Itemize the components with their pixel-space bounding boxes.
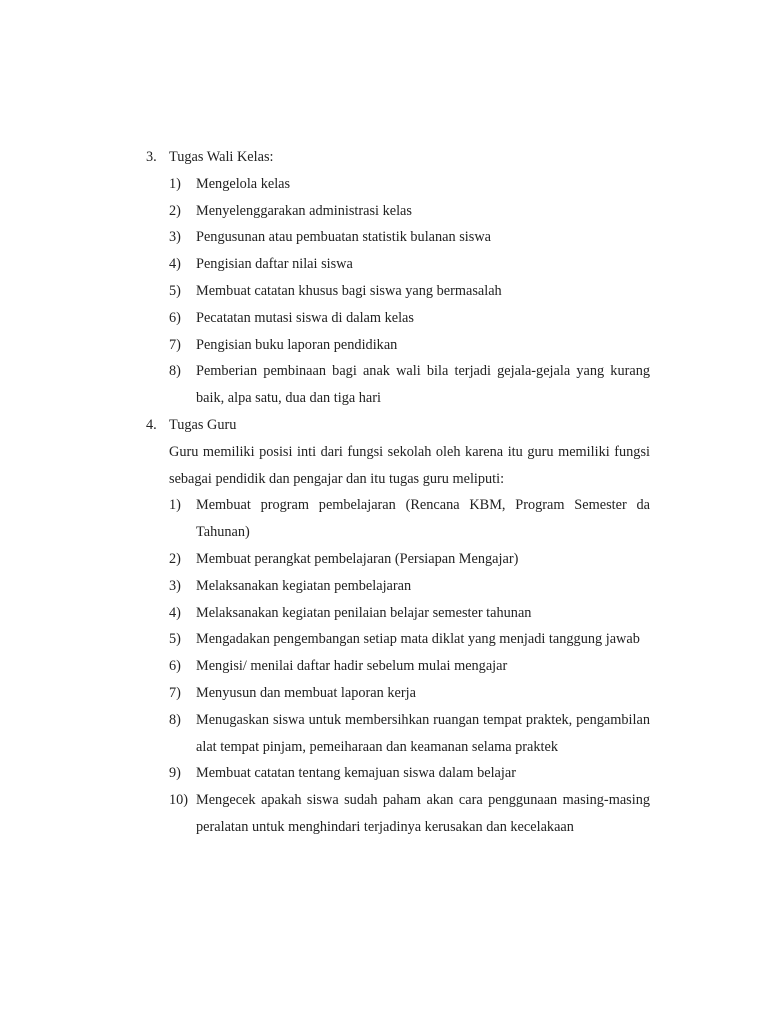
item-text: Menugaskan siswa untuk membersihkan ruangan tempat praktek, pengambilan alat tempat pinjam, pemeiharaan dan keamanan selama praktek bbox=[196, 711, 650, 755]
item-text: Membuat program pembelajaran (Rencana KBM, Program Semester da Tahunan) bbox=[196, 497, 650, 541]
item-number: 6) bbox=[169, 309, 181, 326]
list-item bbox=[169, 332, 650, 359]
item-text: Mengecek apakah siswa sudah paham akan cara penggunaan masing-masing peralatan untuk menghindari terjadinya kerusakan dan kecelakaan bbox=[196, 792, 650, 835]
list-item bbox=[169, 707, 650, 761]
task-list bbox=[169, 492, 650, 840]
item-text: Pengusunan atau pembuatan statistik bulanan siswa bbox=[196, 229, 492, 246]
item-text: Pengisian daftar nilai siswa bbox=[196, 256, 353, 273]
list-item bbox=[169, 600, 650, 627]
item-number: 1) bbox=[169, 175, 181, 192]
item-text: Pecatatan mutasi siswa di dalam kelas bbox=[196, 309, 414, 326]
item-number: 5) bbox=[169, 631, 181, 648]
item-text: Mengisi/ menilai daftar hadir sebelum mulai mengajar bbox=[196, 658, 508, 675]
list-item bbox=[169, 680, 650, 707]
list-item bbox=[169, 224, 650, 251]
list-item bbox=[169, 251, 650, 278]
item-number: 8) bbox=[169, 363, 181, 380]
item-text: Membuat perangkat pembelajaran (Persiapan Mengajar) bbox=[196, 550, 519, 567]
list-item bbox=[169, 171, 650, 198]
section-intro-paragraph: Guru memiliki posisi inti dari fungsi sekolah oleh karena itu guru memiliki fungsi sebagai pendidik dan pengajar dan itu tugas guru meliputi: bbox=[169, 443, 650, 487]
list-item bbox=[169, 492, 650, 546]
item-number: 7) bbox=[169, 684, 181, 701]
item-number: 5) bbox=[169, 282, 181, 299]
item-text: Mengelola kelas bbox=[196, 175, 291, 192]
item-text: Pengisian buku laporan pendidikan bbox=[196, 336, 398, 353]
item-text: Melaksanakan kegiatan pembelajaran bbox=[196, 577, 412, 594]
item-text: Menyusun dan membuat laporan kerja bbox=[196, 684, 416, 701]
item-number: 3) bbox=[169, 577, 181, 594]
item-number: 2) bbox=[169, 550, 181, 567]
list-item bbox=[169, 573, 650, 600]
item-text: Melaksanakan kegiatan penilaian belajar semester tahunan bbox=[196, 604, 532, 621]
task-list bbox=[169, 171, 650, 412]
item-text: Membuat catatan khusus bagi siswa yang bermasalah bbox=[196, 282, 502, 299]
list-item bbox=[169, 760, 650, 787]
item-number: 3) bbox=[169, 229, 181, 246]
section-title: Tugas Wali Kelas: bbox=[169, 149, 274, 165]
section-number: 4. bbox=[146, 416, 157, 433]
list-item bbox=[169, 546, 650, 573]
list-item bbox=[169, 305, 650, 332]
section-tugas-guru bbox=[146, 412, 650, 841]
item-number: 4) bbox=[169, 256, 181, 273]
item-number: 7) bbox=[169, 336, 181, 353]
item-number: 6) bbox=[169, 658, 181, 675]
section-number: 3. bbox=[146, 149, 157, 165]
list-item bbox=[169, 358, 650, 412]
list-item bbox=[169, 198, 650, 225]
list-item bbox=[169, 626, 650, 653]
list-item bbox=[169, 653, 650, 680]
document-content bbox=[146, 144, 650, 841]
item-number: 1) bbox=[169, 497, 181, 514]
list-item bbox=[169, 278, 650, 305]
item-number: 2) bbox=[169, 202, 181, 219]
section-title: Tugas Guru bbox=[169, 416, 237, 433]
section-tugas-wali-kelas bbox=[146, 144, 650, 412]
item-number: 8) bbox=[169, 711, 181, 728]
item-text: Membuat catatan tentang kemajuan siswa dalam belajar bbox=[196, 765, 516, 782]
list-item bbox=[169, 787, 650, 841]
item-number: 10) bbox=[169, 792, 189, 809]
item-text: Mengadakan pengembangan setiap mata diklat yang menjadi tanggung jawab bbox=[196, 631, 640, 648]
item-text: Pemberian pembinaan bagi anak wali bila terjadi gejala-gejala yang kurang baik, alpa satu, dua dan tiga hari bbox=[196, 363, 650, 407]
item-number: 4) bbox=[169, 604, 181, 621]
item-text: Menyelenggarakan administrasi kelas bbox=[196, 202, 412, 219]
item-number: 9) bbox=[169, 765, 181, 782]
